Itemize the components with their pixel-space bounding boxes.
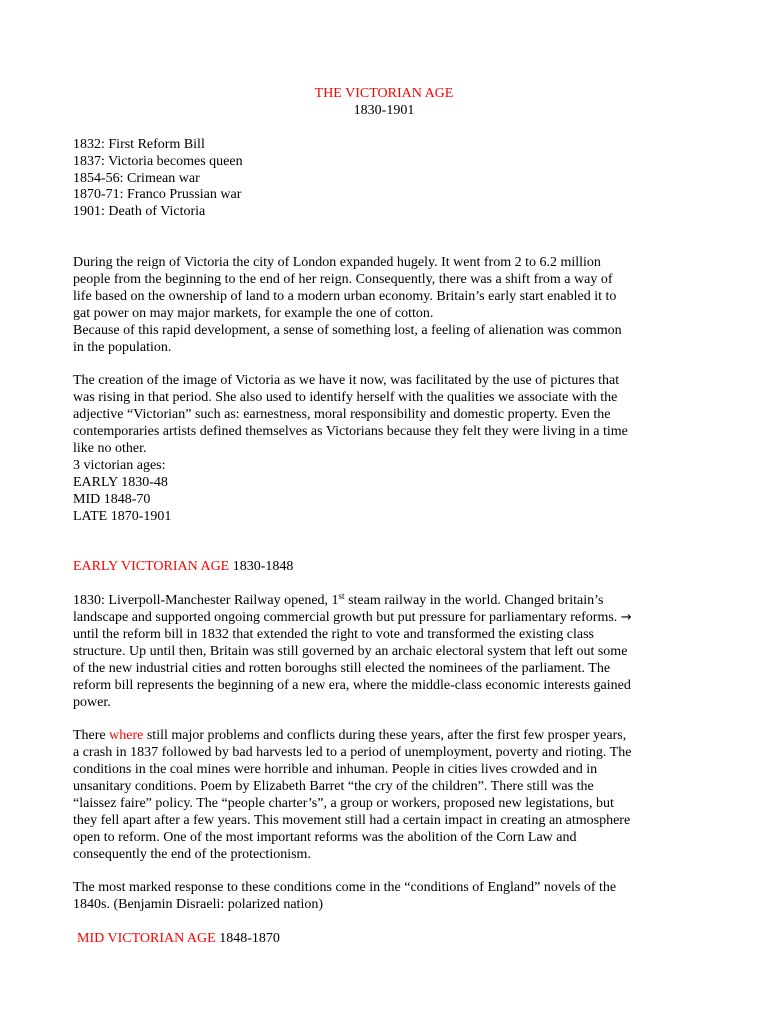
paragraph-line [73,593,698,610]
paragraph-line: 1840s. (Benjamin Disraeli: polarized nation) [73,897,323,913]
timeline-item: 1854-56: Crimean war [73,170,200,186]
paragraph-line [73,610,698,627]
railway-paragraph [73,593,698,711]
paragraph-line: The most marked response to these conditions come in the “conditions of England” novels of the [73,880,617,896]
spacer [73,120,698,137]
paragraph-line: until the reform bill in 1832 that extended the right to vote and transformed the existing class [73,626,594,642]
timeline-item: 1901: Death of Victoria [73,204,206,220]
paragraph-line: structure. Up until then, Britain was still governed by an archaic electoral system that left out some [73,643,628,659]
spacer [73,711,698,728]
paragraph-line: “laissez faire” policy. The “people charter’s”, a group or workers, proposed new legistations, but [73,795,614,811]
paragraph-line: consequently the end of the protectionism. [73,846,311,862]
paragraph-line: like no other. [73,440,147,456]
paragraph-line: was rising in that period. She also used to identify herself with the qualities we associate with the [73,390,618,406]
text-run: 1830: Liverpoll-Manchester Railway opened, 1 [73,593,339,609]
paragraph-line: life based on the ownership of land to a modern urban economy. Britain’s early start enabled it to [73,288,617,304]
timeline-item: 1832: First Reform Bill [73,136,205,152]
paragraph-line: adjective “Victorian” such as: earnestness, moral responsibility and domestic property. Even the [73,407,611,423]
highlighted-word: where [109,728,144,744]
paragraph-line [73,728,698,745]
spacer [73,914,698,931]
paragraph-line: they fell apart after a few years. This movement still had a certain impact in creating an atmosphere [73,812,631,828]
paragraph-line: a crash in 1837 followed by bad harvests led to a period of unemployment, poverty and rioting. The [73,745,632,761]
heading-years: 1830-1848 [229,559,294,575]
document-title: THE VICTORIAN AGE [314,86,454,101]
paragraph-line: of the new industrial cities and rotten boroughs still elected the nominees of the parliament. The [73,660,611,676]
response-paragraph [73,880,698,914]
spacer [73,356,698,373]
heading-years: 1848-1870 [215,931,280,947]
text-run: There [73,728,110,744]
paragraph-line: conditions in the coal mines were horrible and inhuman. People in cities lives crowded and in [73,762,598,778]
arrow-right-icon: → [620,610,632,626]
paragraph-line: 3 victorian ages: [73,457,166,473]
title-block [0,86,768,120]
problems-paragraph [73,728,698,863]
heading-label: EARLY VICTORIAN AGE [73,559,230,575]
intro-paragraph [73,255,698,356]
paragraph-line: EARLY 1830-48 [73,474,168,490]
text-run: steam railway in the world. Changed britain’s [344,593,604,609]
spacer [73,864,698,881]
text-run: landscape and supported ongoing commercial growth but put pressure for parliamentary reforms. [73,610,621,626]
paragraph-line: gat power on may major markets, for example the one of cotton. [73,305,434,321]
paragraph-line: The creation of the image of Victoria as we have it now, was facilitated by the use of pictures that [73,373,620,389]
heading-label: MID VICTORIAN AGE [77,931,216,947]
image-paragraph [73,373,698,525]
paragraph-line: During the reign of Victoria the city of London expanded hugely. It went from 2 to 6.2 million [73,255,601,271]
paragraph-line: LATE 1870-1901 [73,508,172,524]
paragraph-line: unsanitary conditions. Poem by Elizabeth Barret “the cry of the children”. There still was the [73,779,594,795]
spacer [73,526,698,560]
document-page [73,86,698,948]
paragraph-line: reform bill represents the beginning of a new era, where the middle-class economic interests gained [73,677,631,693]
paragraph-line: people from the beginning to the end of her reign. Consequently, there was a shift from a way of [73,271,613,287]
paragraph-line: in the population. [73,339,172,355]
document-period: 1830-1901 [353,102,415,118]
paragraph-line: power. [73,694,111,710]
paragraph-line: open to reform. One of the most important reforms was the abolition of the Corn Law and [73,829,577,845]
spacer [73,576,698,593]
timeline-item: 1870-71: Franco Prussian war [73,187,242,203]
text-run: still major problems and conflicts during these years, after the first few prosper years, [143,728,627,744]
paragraph-line: Because of this rapid development, a sense of something lost, a feeling of alienation was common [73,322,622,338]
timeline-item: 1837: Victoria becomes queen [73,153,243,169]
paragraph-line: contemporaries artists defined themselves as Victorians because they felt they were living in a time [73,424,628,440]
paragraph-line: MID 1848-70 [73,491,151,507]
mid-victorian-heading [73,931,698,948]
timeline [73,137,698,222]
spacer [73,221,698,255]
superscript: st [338,591,345,602]
early-victorian-heading [73,559,698,576]
